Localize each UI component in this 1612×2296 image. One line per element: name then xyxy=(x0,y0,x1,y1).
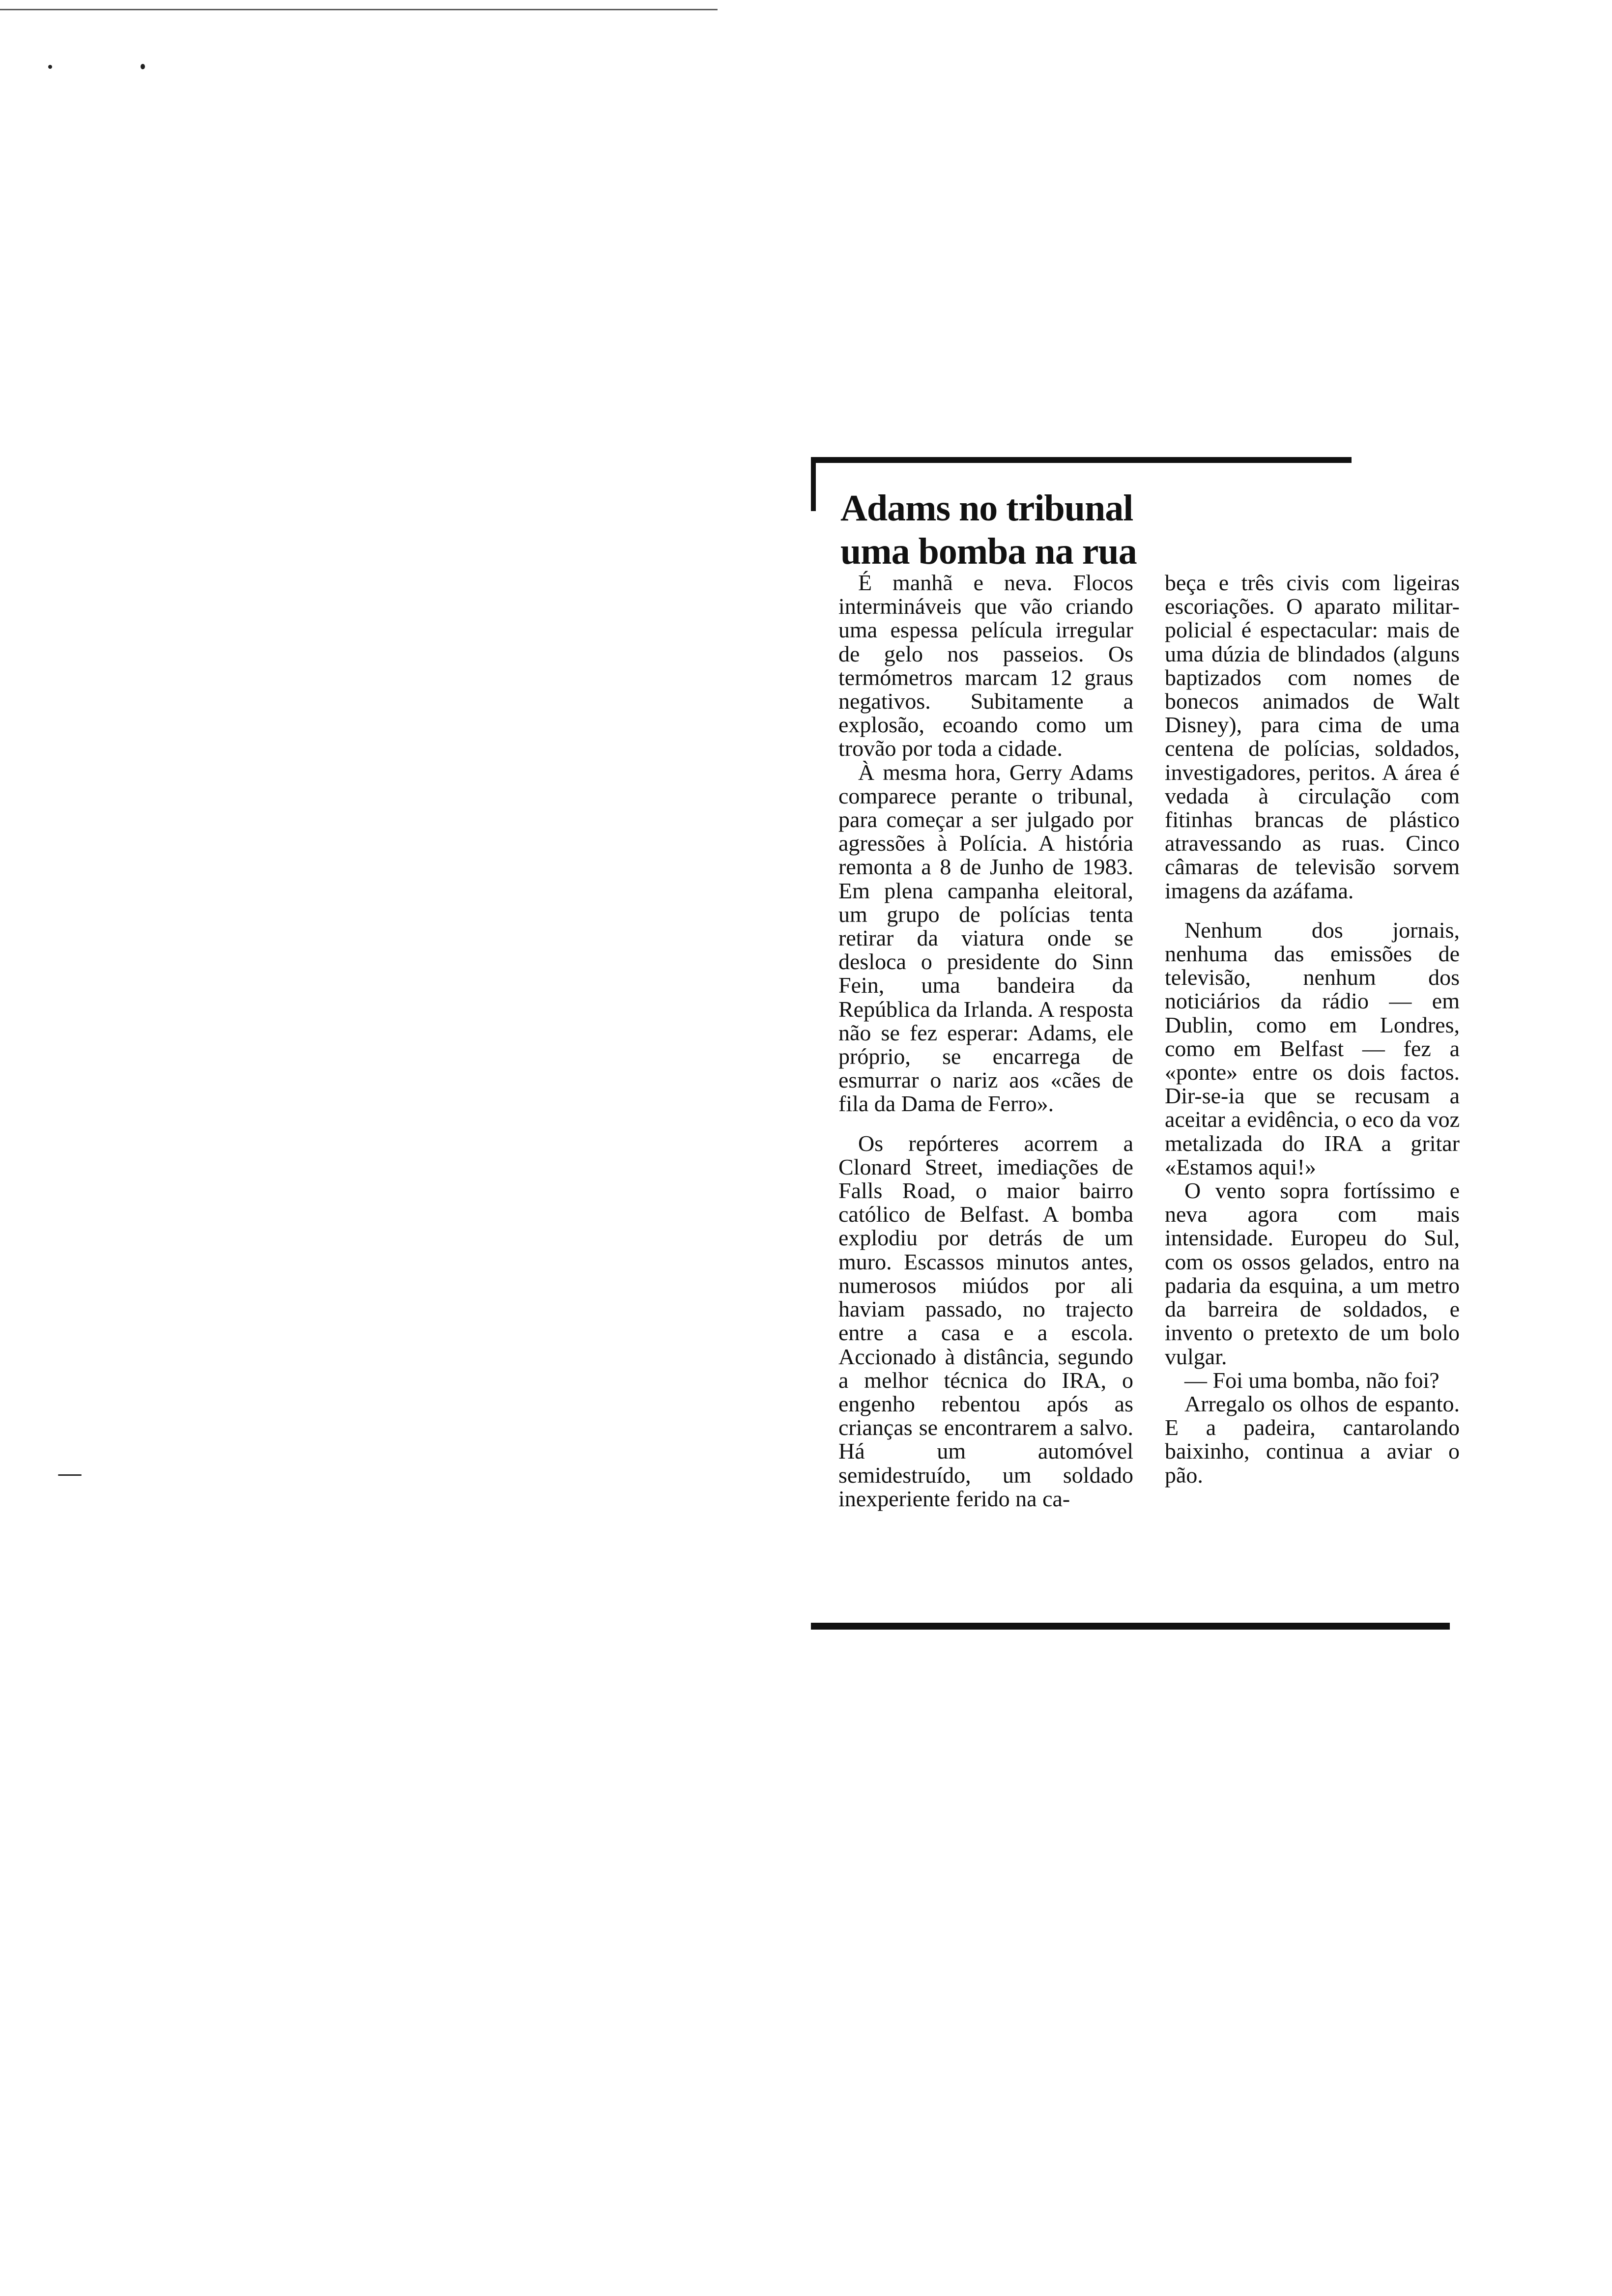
scan-speck xyxy=(141,64,145,69)
paragraph: O vento sopra fortíssimo e neva agora com mais intensidade. Europeu do Sul, com os ossos gelados, entro na padaria da esquina, a um metro da barreira de soldados, e invento o pretexto de um bolo vulgar. xyxy=(1165,1178,1460,1369)
scan-speck xyxy=(48,65,52,69)
bottom-rule xyxy=(811,1623,1450,1630)
paragraph: É manhã e neva. Flocos intermináveis que vão criando uma espessa película irregular de gelo nos passeios. Os termómetros marcam 12 graus negativos. Subitamente a explosão, ecoando como um trovão por toda a cidade. xyxy=(838,570,1133,761)
left-rule xyxy=(811,457,816,511)
paragraph: Nenhum dos jornais, nenhuma das emissões de televisão, nenhum dos noticiários da rádio — em Dublin, como em Londres, como em Belfast — fez a «ponte» entre os dois factos. Dir-se-ia que se recusam a aceitar a evidência, o eco da voz metalizada do IRA a gritar «Estamos aqui!» xyxy=(1165,917,1460,1179)
article-column-1 xyxy=(838,571,1133,1511)
scan-speck xyxy=(58,1474,82,1476)
newspaper-clipping xyxy=(811,457,1460,1636)
top-rule xyxy=(811,457,1352,463)
scan-edge-line xyxy=(0,9,718,10)
article-headline xyxy=(840,487,1184,573)
article-column-2 xyxy=(1165,571,1460,1487)
paragraph: Os repórteres acorrem a Clonard Street, imediações de Falls Road, o maior bairro católico de Belfast. A bomba explodiu por detrás de um muro. Escassos minutos antes, numerosos miúdos por ali haviam passado, no trajecto entre a casa e a escola. Accionado à distância, segundo a melhor técnica do IRA, o engenho rebentou após as crianças se encontrarem a salvo. Há um automóvel semidestruído, um soldado inexperiente ferido na ca- xyxy=(838,1130,1133,1511)
paragraph: À mesma hora, Gerry Adams comparece perante o tribunal, para começar a ser julgado por agressões à Polícia. A história remonta a 8 de Junho de 1983. Em plena campanha eleitoral, um grupo de polícias tenta retirar da viatura onde se desloca o presidente do Sinn Fein, uma bandeira da República da Irlanda. A resposta não se fez esperar: Adams, ele próprio, se encarrega de esmurrar o nariz aos «cães de fila da Dama de Ferro». xyxy=(838,759,1133,1117)
paragraph: beça e três civis com ligeiras escoriações. O aparato militar-policial é espectacular: mais de uma dúzia de blindados (alguns baptizados com nomes de bonecos animados de Walt Disney), para cima de uma centena de polícias, soldados, investigadores, peritos. A área é vedada à circulação com fitinhas brancas de plástico atravessando as ruas. Cinco câmaras de televisão sorvem imagens da azáfama. xyxy=(1165,570,1460,903)
headline-line-2: uma bomba na rua xyxy=(840,531,1137,572)
headline-line-1: Adams no tribunal xyxy=(840,488,1133,529)
dialogue-line: — Foi uma bomba, não foi? xyxy=(1184,1367,1439,1393)
paragraph: Arregalo os olhos de espanto. E a padeira, cantarolando baixinho, continua a aviar o pão. xyxy=(1165,1391,1460,1488)
